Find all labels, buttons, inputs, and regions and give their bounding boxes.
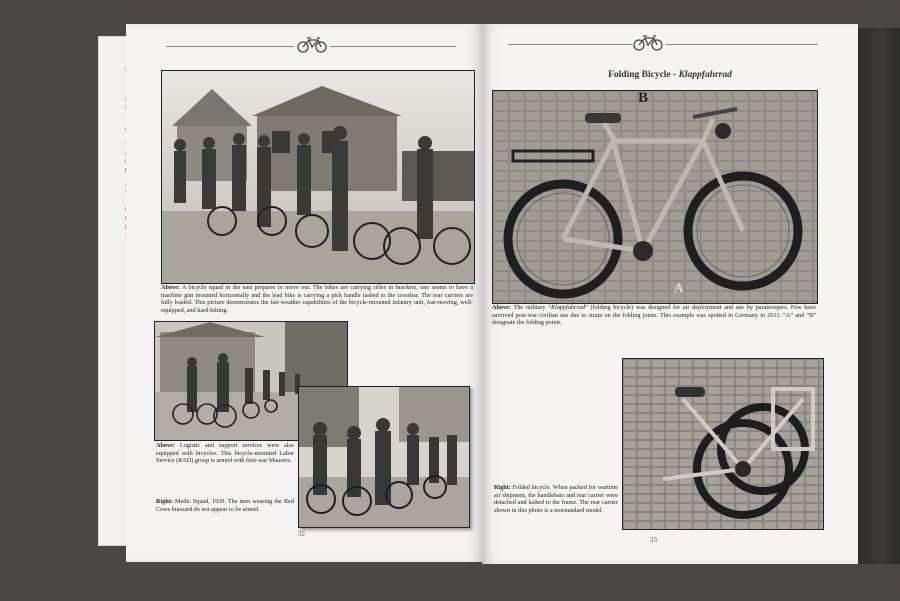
photo-folding-bicycle bbox=[492, 90, 818, 304]
caption-folded: Right: Folded bicycle. When packed for wartime air shipment, the handlebars and rear carrier were detached and lashed to the frame. The rear carrier shown in this photo is a nonstandard model. bbox=[494, 484, 618, 514]
photo-folded-bicycle bbox=[622, 358, 824, 530]
photo-medic-squad bbox=[298, 386, 470, 528]
header-rule bbox=[508, 44, 632, 45]
caption-bottom: Right: Medic Squad, 1939. The men wearing the Red Cross brassard do not appear to be armed. bbox=[156, 498, 294, 513]
right-page bbox=[482, 24, 858, 564]
caption-middle: Above: Logistic and support services were also equipped with bicycles. This bicycle-mounted Labor Service (RAD) group is armed with first-war Mausers. bbox=[156, 442, 294, 465]
header-rule bbox=[166, 46, 294, 47]
header-rule bbox=[330, 46, 456, 47]
caption-klappfahrrad: Above: The military “Klappfahrrad” (folding bicycle) was designed for air deployment and use by paratroopers. Few have survived post-war civilian use due to strain on the folding joints. This example was spotted in Germany in 2011. “A” and “B” designate the folding points. bbox=[492, 304, 816, 327]
caption-top: Above: A bicycle squad in the east prepares to move out. The bikes are carrying rifles in brackets, one seems to have a machine gun mounted horizontally and the lead bike is carrying a pick handle lashed to the crossbar. The rear carriers are fully loaded. This picture demonstrates the fair-weather capabilities of the bicycle-mounted infantry unit, fast-moving, well-equipped, and hard-hitting. bbox=[161, 284, 473, 314]
photo-bicycle-squad bbox=[161, 70, 475, 284]
folding-point-label-a: A bbox=[674, 280, 684, 295]
header-rule bbox=[666, 44, 818, 45]
folding-point-label-b: B bbox=[638, 90, 649, 106]
page-number: 32 bbox=[298, 530, 305, 538]
plastic-sleeve bbox=[856, 28, 900, 564]
bicycle-icon bbox=[296, 36, 328, 54]
bicycle-icon bbox=[632, 34, 664, 52]
left-page bbox=[126, 24, 482, 562]
page-number: 33 bbox=[650, 536, 657, 544]
page-title: Folding Bicycle - Klappfahrrad bbox=[608, 70, 732, 80]
